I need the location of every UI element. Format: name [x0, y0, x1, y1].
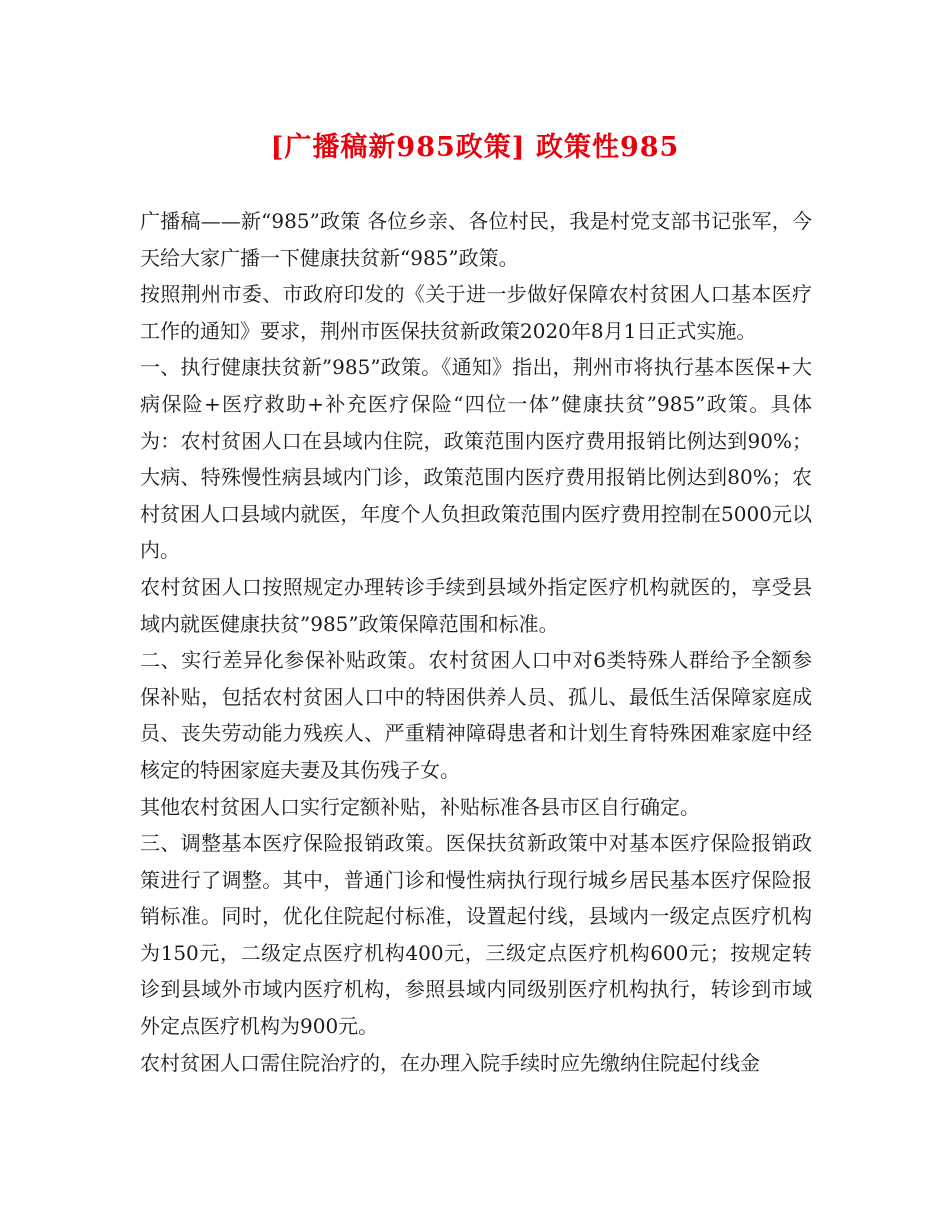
paragraph: 二、实行差异化参保补贴政策。农村贫困人口中对6类特殊人群给予全额参保补贴，包括农村贫困人口中的特困供养人员、孤儿、最低生活保障家庭成员、丧失劳动能力残疾人、严重精神障碍患者和计划生育特殊困难家庭中经核定的特困家庭夫妻及其伤残子女。: [140, 648, 812, 782]
paragraph: 农村贫困人口按照规定办理转诊手续到县域外指定医疗机构就医的，享受县域内就医健康扶贫”985”政策保障范围和标准。: [140, 574, 812, 636]
paragraph: 其他农村贫困人口实行定额补贴，补贴标准各县市区自行确定。: [140, 794, 700, 819]
paragraph: 按照荆州市委、市政府印发的《关于进一步做好保障农村贫困人口基本医疗工作的通知》要求，荆州市医保扶贫新政策2020年8月1日正式实施。: [140, 282, 812, 343]
paragraph: 农村贫困人口需住院治疗的，在办理入院手续时应先缴纳住院起付线金: [140, 1050, 760, 1075]
document-body: [140, 203, 812, 1081]
paragraph: 三、调整基本医疗保险报销政策。医保扶贫新政策中对基本医疗保险报销政策进行了调整。其中，普通门诊和慢性病执行现行城乡居民基本医疗保险报销标准。同时，优化住院起付标准，设置起付线，县域内一级定点医疗机构为150元，二级定点医疗机构400元，三级定点医疗机构600元；按规定转诊到县域外市域内医疗机构，参照县域内同级别医疗机构执行，转诊到市域外定点医疗机构为900元。: [140, 831, 812, 1039]
paragraph: 广播稿——新“985”政策 各位乡亲、各位村民，我是村党支部书记张军，今天给大家广播一下健康扶贫新“985”政策。: [140, 209, 812, 270]
document-title: [广播稿新985政策] 政策性985: [270, 132, 680, 163]
paragraph: 一、执行健康扶贫新”985”政策。《通知》指出，荆州市将执行基本医保+大病保险+医疗救助+补充医疗保险“四位一体”健康扶贫”985”政策。具体为：农村贫困人口在县域内住院，政策范围内医疗费用报销比例达到90%；大病、特殊慢性病县域内门诊，政策范围内医疗费用报销比例达到80%；农村贫困人口县域内就医，年度个人负担政策范围内医疗费用控制在5000元以内。: [140, 355, 812, 563]
